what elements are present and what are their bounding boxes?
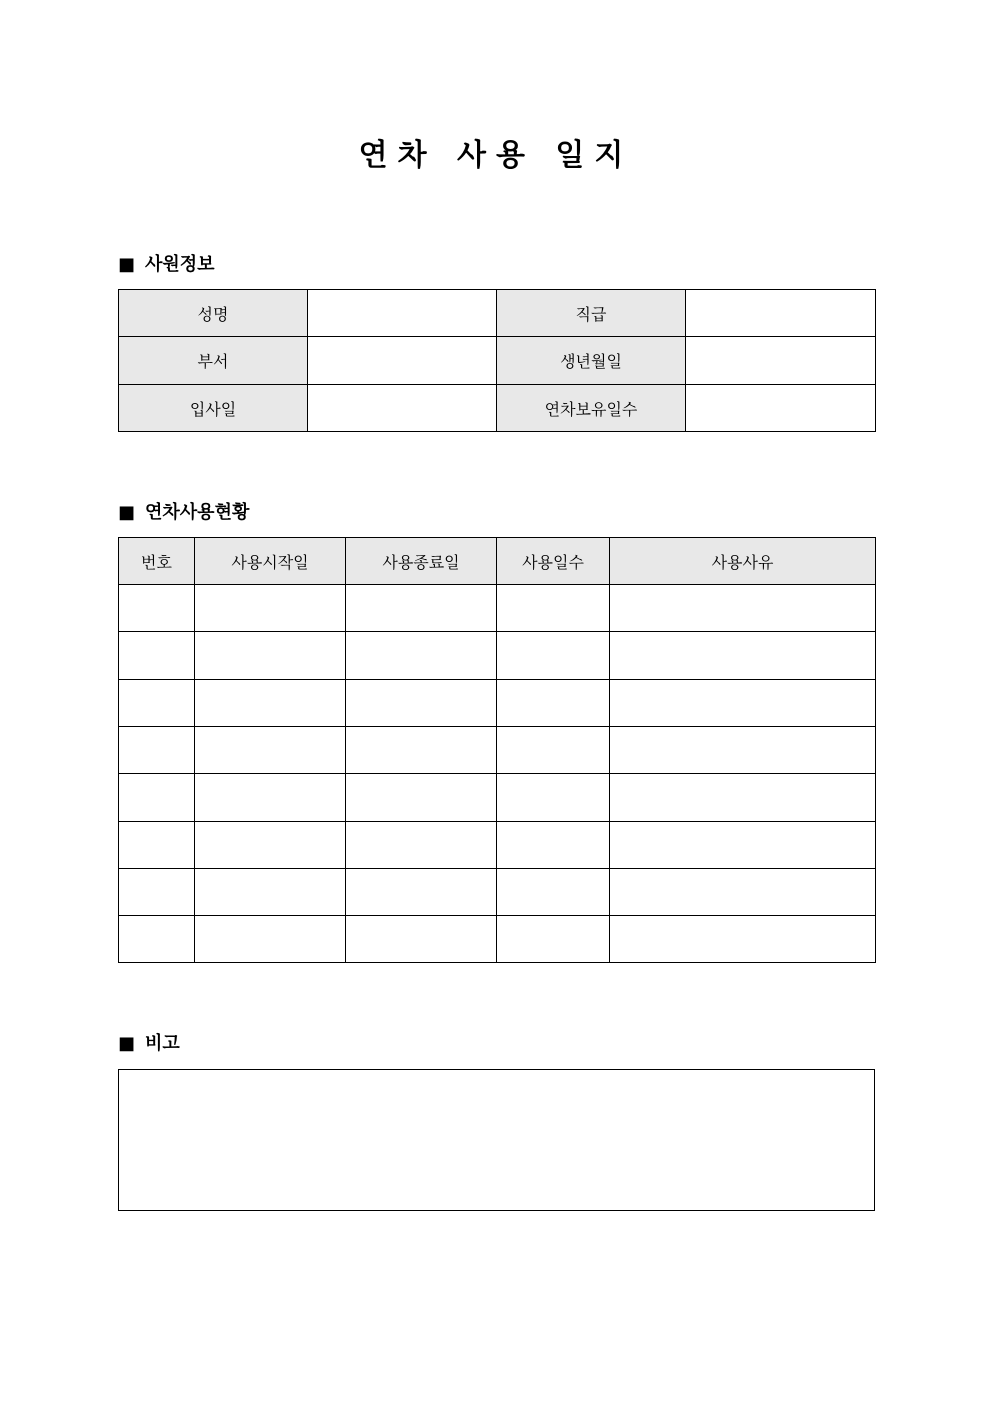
days-used-cell[interactable] — [497, 632, 610, 680]
table-header-row — [119, 538, 876, 585]
table-row — [119, 385, 876, 432]
department-field[interactable] — [308, 337, 497, 385]
hire-date-label: 입사일 — [119, 385, 308, 432]
square-bullet-icon: ■ — [118, 1033, 136, 1054]
start-date-cell[interactable] — [195, 916, 346, 963]
reason-cell[interactable] — [610, 774, 876, 822]
number-cell[interactable] — [119, 727, 195, 774]
section-title: 비고 — [145, 1033, 180, 1054]
start-date-cell[interactable] — [195, 727, 346, 774]
number-cell[interactable] — [119, 585, 195, 632]
leave-balance-label: 연차보유일수 — [497, 385, 686, 432]
column-header-number: 번호 — [119, 538, 195, 585]
days-used-cell[interactable] — [497, 727, 610, 774]
section-title: 연차사용현황 — [145, 502, 250, 523]
number-cell[interactable] — [119, 632, 195, 680]
table-row — [119, 916, 876, 963]
section-header-usage-status — [118, 500, 249, 526]
days-used-cell[interactable] — [497, 585, 610, 632]
end-date-cell[interactable] — [346, 869, 497, 916]
table-row — [119, 869, 876, 916]
birthdate-label: 생년월일 — [497, 337, 686, 385]
name-label: 성명 — [119, 290, 308, 337]
table-row — [119, 822, 876, 869]
days-used-cell[interactable] — [497, 869, 610, 916]
reason-cell[interactable] — [610, 822, 876, 869]
number-cell[interactable] — [119, 869, 195, 916]
start-date-cell[interactable] — [195, 822, 346, 869]
number-cell[interactable] — [119, 822, 195, 869]
column-header-reason: 사용사유 — [610, 538, 876, 585]
days-used-cell[interactable] — [497, 774, 610, 822]
square-bullet-icon: ■ — [118, 502, 136, 523]
table-row — [119, 774, 876, 822]
section-header-remarks — [118, 1031, 180, 1057]
number-cell[interactable] — [119, 774, 195, 822]
page-title: 연차 사용 일지 — [358, 138, 634, 173]
column-header-start-date: 사용시작일 — [195, 538, 346, 585]
end-date-cell[interactable] — [346, 822, 497, 869]
section-title: 사원정보 — [145, 254, 215, 275]
reason-cell[interactable] — [610, 727, 876, 774]
start-date-cell[interactable] — [195, 680, 346, 727]
end-date-cell[interactable] — [346, 916, 497, 963]
table-row — [119, 585, 876, 632]
end-date-cell[interactable] — [346, 585, 497, 632]
section-header-employee-info — [118, 252, 215, 278]
square-bullet-icon: ■ — [118, 254, 136, 275]
remarks-field[interactable] — [118, 1069, 875, 1211]
reason-cell[interactable] — [610, 869, 876, 916]
end-date-cell[interactable] — [346, 727, 497, 774]
start-date-cell[interactable] — [195, 774, 346, 822]
start-date-cell[interactable] — [195, 632, 346, 680]
reason-cell[interactable] — [610, 632, 876, 680]
leave-usage-table — [118, 537, 876, 963]
days-used-cell[interactable] — [497, 822, 610, 869]
start-date-cell[interactable] — [195, 869, 346, 916]
table-row — [119, 727, 876, 774]
column-header-end-date: 사용종료일 — [346, 538, 497, 585]
table-row — [119, 337, 876, 385]
days-used-cell[interactable] — [497, 680, 610, 727]
end-date-cell[interactable] — [346, 680, 497, 727]
start-date-cell[interactable] — [195, 585, 346, 632]
table-row — [119, 290, 876, 337]
days-used-cell[interactable] — [497, 916, 610, 963]
hire-date-field[interactable] — [308, 385, 497, 432]
number-cell[interactable] — [119, 916, 195, 963]
position-field[interactable] — [686, 290, 876, 337]
birthdate-field[interactable] — [686, 337, 876, 385]
number-cell[interactable] — [119, 680, 195, 727]
reason-cell[interactable] — [610, 680, 876, 727]
end-date-cell[interactable] — [346, 774, 497, 822]
reason-cell[interactable] — [610, 585, 876, 632]
employee-info-table — [118, 289, 876, 432]
reason-cell[interactable] — [610, 916, 876, 963]
leave-balance-field[interactable] — [686, 385, 876, 432]
department-label: 부서 — [119, 337, 308, 385]
position-label: 직급 — [497, 290, 686, 337]
column-header-days-used: 사용일수 — [497, 538, 610, 585]
name-field[interactable] — [308, 290, 497, 337]
table-row — [119, 680, 876, 727]
table-row — [119, 632, 876, 680]
end-date-cell[interactable] — [346, 632, 497, 680]
